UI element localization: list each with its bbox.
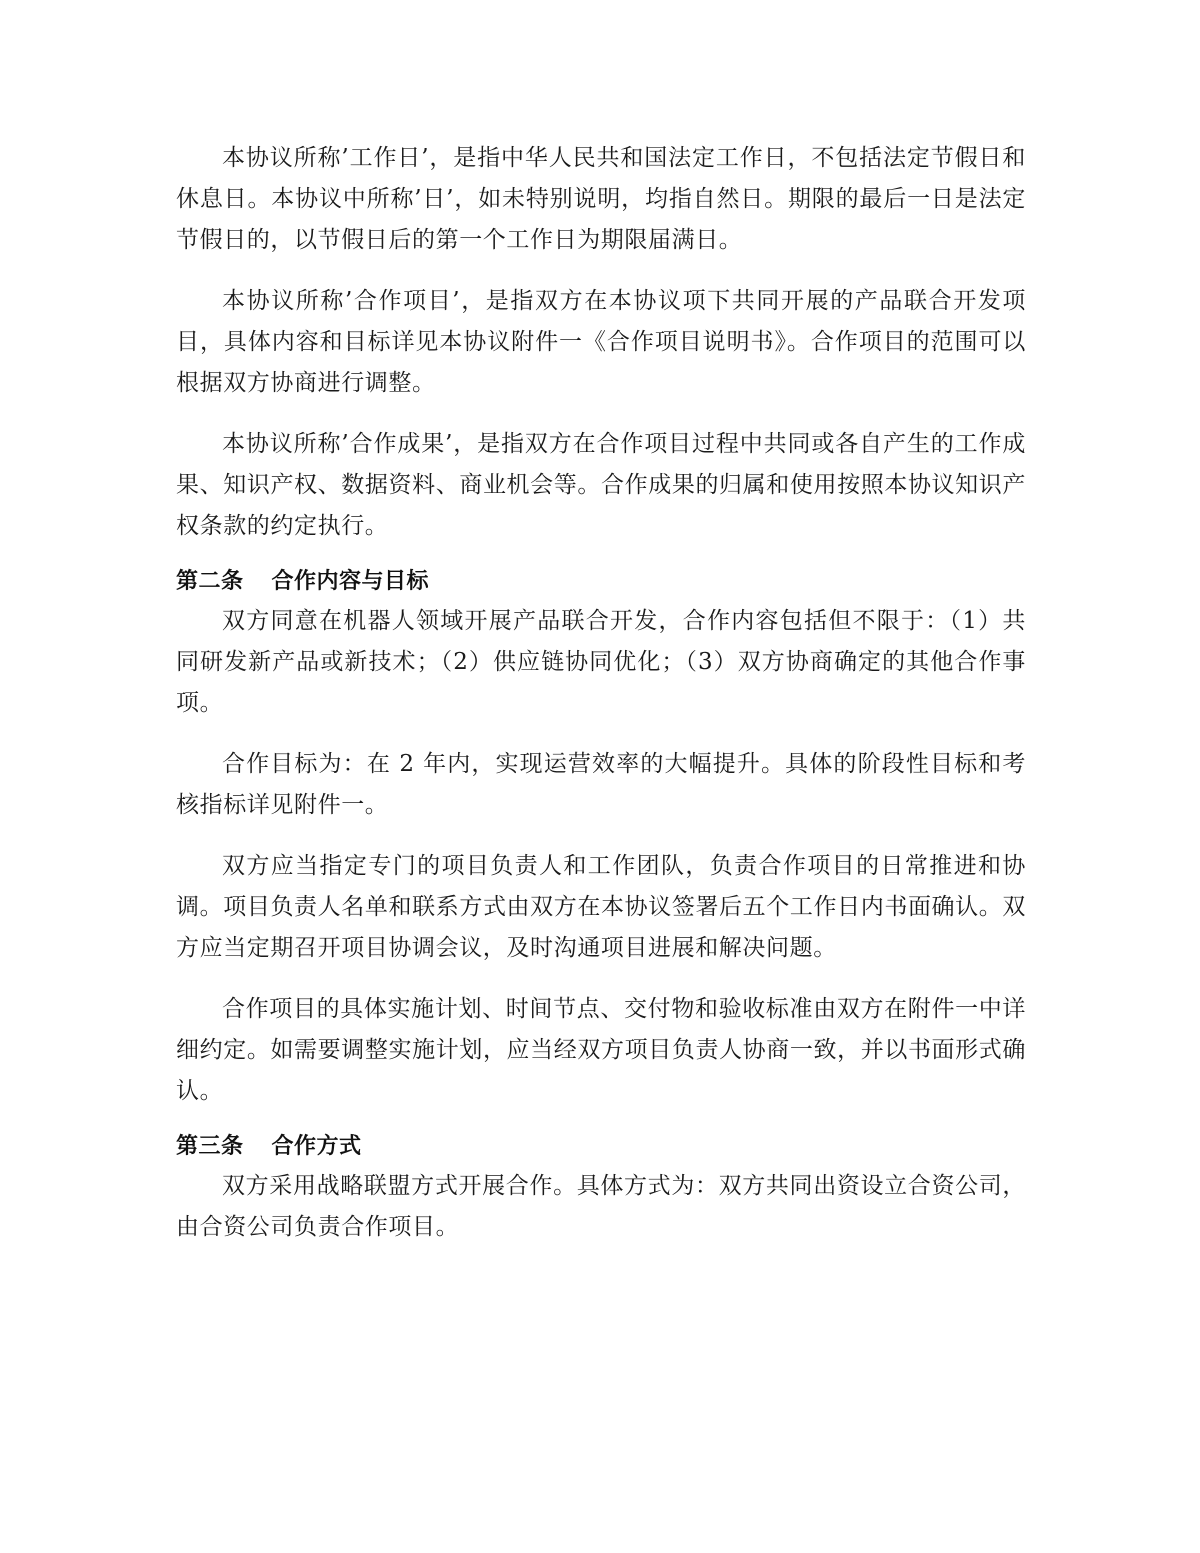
paragraph-cooperation-mode: 双方采用战略联盟方式开展合作。具体方式为：双方共同出资设立合资公司，由合资公司负责合作项目。 bbox=[176, 1173, 1026, 1240]
article-2-heading bbox=[176, 563, 1026, 601]
paragraph-implementation-plan: 合作项目的具体实施计划、时间节点、交付物和验收标准由双方在附件一中详细约定。如需要调整实施计划，应当经双方项目负责人协商一致，并以书面形式确认。 bbox=[176, 996, 1026, 1104]
paragraph-workday-definition: 本协议所称’工作日’，是指中华人民共和国法定工作日，不包括法定节假日和休息日。本协议中所称’日’，如未特别说明，均指自然日。期限的最后一日是法定节假日的，以节假日后的第一个工作日为期限届满日。 bbox=[176, 145, 1026, 253]
article-3-title: 合作方式 bbox=[271, 1134, 362, 1159]
document-body bbox=[176, 138, 1026, 1268]
article-2-title: 合作内容与目标 bbox=[271, 569, 430, 594]
paragraph-project-definition: 本协议所称’合作项目’，是指双方在本协议项下共同开展的产品联合开发项目，具体内容和目标详见本协议附件一《合作项目说明书》。合作项目的范围可以根据双方协商进行调整。 bbox=[176, 288, 1026, 396]
paragraph-cooperation-goal: 合作目标为：在 2 年内，实现运营效率的大幅提升。具体的阶段性目标和考核指标详见附件一。 bbox=[176, 751, 1026, 818]
article-2-number: 第二条 bbox=[176, 569, 244, 594]
paragraph-cooperation-content: 双方同意在机器人领域开展产品联合开发，合作内容包括但不限于：（1）共同研发新产品或新技术；（2）供应链协同优化；（3）双方协商确定的其他合作事项。 bbox=[176, 608, 1026, 716]
paragraph-project-team: 双方应当指定专门的项目负责人和工作团队，负责合作项目的日常推进和协调。项目负责人名单和联系方式由双方在本协议签署后五个工作日内书面确认。双方应当定期召开项目协调会议，及时沟通项目进展和解决问题。 bbox=[176, 853, 1026, 961]
article-3-number: 第三条 bbox=[176, 1134, 244, 1159]
paragraph-result-definition: 本协议所称’合作成果’，是指双方在合作项目过程中共同或各自产生的工作成果、知识产权、数据资料、商业机会等。合作成果的归属和使用按照本协议知识产权条款的约定执行。 bbox=[176, 431, 1026, 539]
article-3-heading bbox=[176, 1128, 1026, 1166]
